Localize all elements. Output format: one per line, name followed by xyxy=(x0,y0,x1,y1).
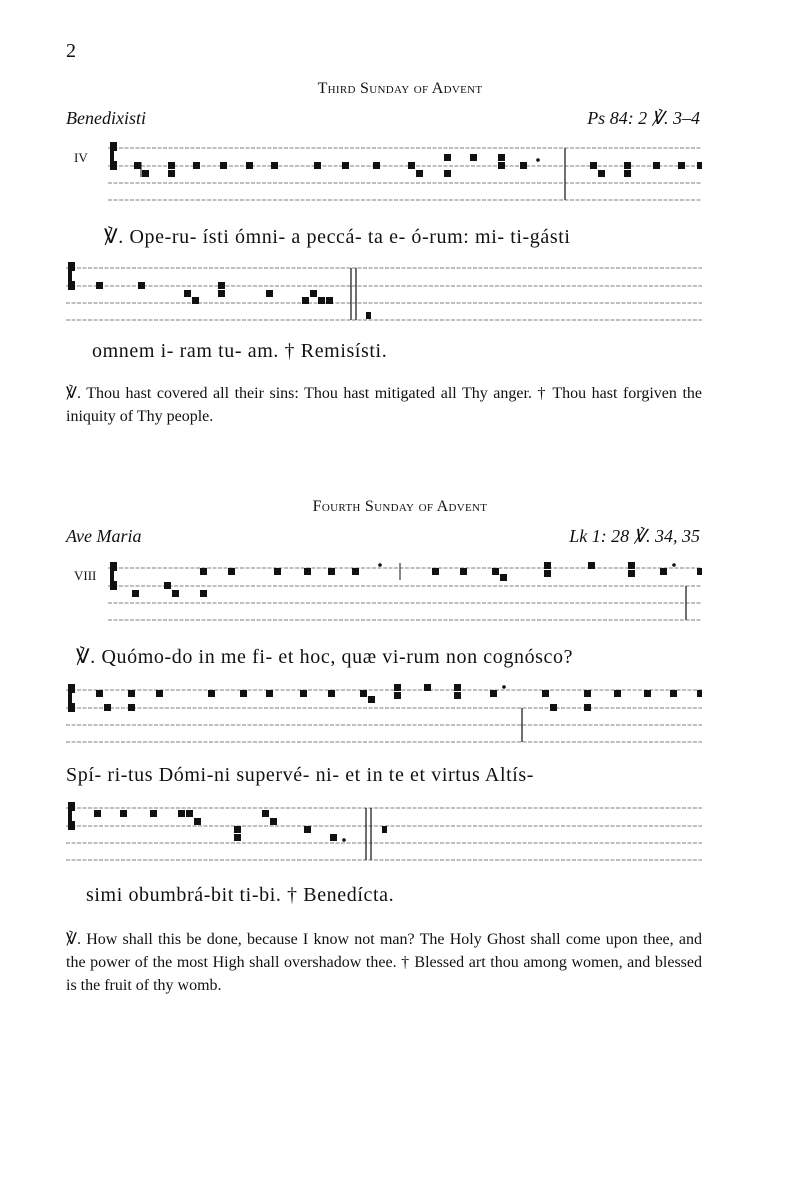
mode-label-1: IV xyxy=(74,150,88,165)
scripture-reference-2: Lk 1: 28 ℣. 34, 35 xyxy=(569,526,700,546)
translation-fourth-sunday: ℣. How shall this be done, because I know not man? The Holy Ghost shall come upon thee, and the power of the most High shall overshadow thee. † Blessed art thou among women, and blessed is the fruit of thy womb. xyxy=(66,931,702,994)
scripture-reference-1: Ps 84: 2 ℣. 3–4 xyxy=(587,108,700,128)
lyric-line-5: simi obumbrá-bit ti-bi. † Benedícta. xyxy=(86,884,395,906)
mode-label-2: VIII xyxy=(74,568,97,583)
lyric-line-3: ℣. Quómo-do in me fi- et hoc, quæ vi-rum non cognósco? xyxy=(76,646,574,668)
chant-staff-3 xyxy=(108,560,702,630)
clef-c xyxy=(110,142,117,170)
section-title-third-sunday: Third Sunday of Advent xyxy=(317,80,483,97)
lyric-line-4: Spí- ri-tus Dómi-ni supervé- ni- et in te et virtus Altís- xyxy=(66,764,535,786)
section-title-fourth-sunday: Fourth Sunday of Advent xyxy=(312,498,488,515)
lyric-line-2: omnem i- ram tu- am. † Remisísti. xyxy=(92,340,388,362)
translation-third-sunday: ℣. Thou hast covered all their sins: Thou hast mitigated all Thy anger. † Thou hast forgiven the iniquity of Thy people. xyxy=(66,385,702,425)
chant-staff-5 xyxy=(66,800,702,870)
incipit-benedixisti: Benedixisti xyxy=(66,108,146,128)
chant-staff-4 xyxy=(66,682,702,752)
chant-staff-2 xyxy=(66,260,702,330)
incipit-ave-maria: Ave Maria xyxy=(66,526,142,546)
chant-staff-1 xyxy=(108,140,702,210)
lyric-line-1: ℣. Ope-ru- ísti ómni- a peccá- ta e- ó-rum: mi- ti-gásti xyxy=(104,226,571,248)
page-number: 2 xyxy=(66,40,76,62)
